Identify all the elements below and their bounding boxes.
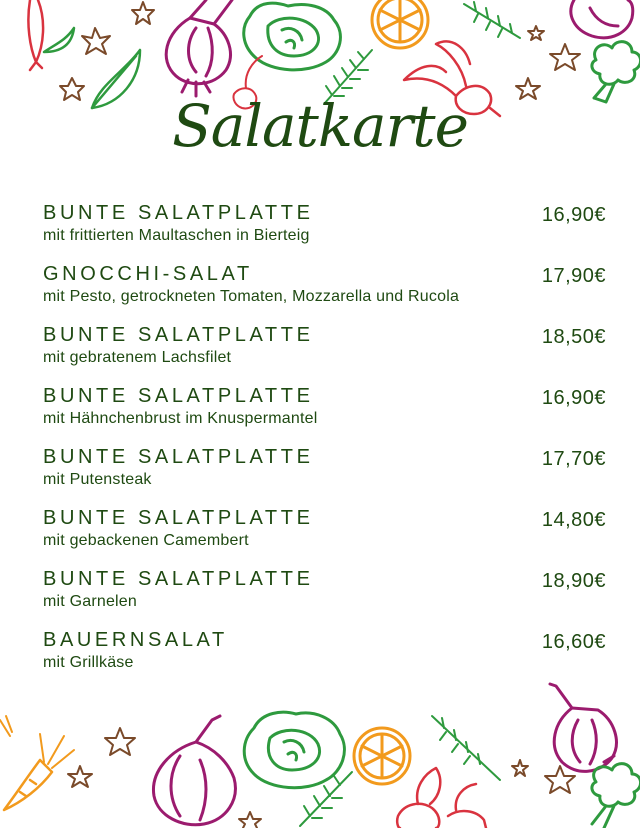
item-name: BUNTE SALATPLATTE xyxy=(43,446,314,468)
item-name: BUNTE SALATPLATTE xyxy=(43,202,314,224)
broccoli-icon xyxy=(592,764,640,828)
lettuce-icon xyxy=(244,3,341,70)
menu-item xyxy=(43,507,608,568)
item-name: BUNTE SALATPLATTE xyxy=(43,507,314,529)
item-description: mit Putensteak xyxy=(43,471,152,488)
onion-icon xyxy=(166,0,232,96)
menu-list xyxy=(43,202,608,690)
menu-item xyxy=(43,385,608,446)
item-price: 16,60€ xyxy=(541,631,606,653)
item-price: 17,70€ xyxy=(541,448,606,470)
onion-icon xyxy=(153,716,235,825)
lettuce-icon xyxy=(244,712,344,787)
item-name: BUNTE SALATPLATTE xyxy=(43,385,314,407)
item-name: GNOCCHI-SALAT xyxy=(43,263,253,285)
menu-item xyxy=(43,324,608,385)
item-description: mit gebackenen Camembert xyxy=(43,532,249,549)
item-price: 18,90€ xyxy=(541,570,606,592)
item-price: 16,90€ xyxy=(541,204,606,226)
item-description: mit gebratenem Lachsfilet xyxy=(43,349,232,366)
orange-slice-icon xyxy=(372,0,428,48)
item-description: mit Garnelen xyxy=(43,593,137,610)
item-description: mit Hähnchenbrust im Knuspermantel xyxy=(43,410,318,427)
menu-title: Salatkarte xyxy=(172,92,468,160)
item-name: BUNTE SALATPLATTE xyxy=(43,324,314,346)
item-name: BUNTE SALATPLATTE xyxy=(43,568,314,590)
item-description: mit Grillkäse xyxy=(43,654,134,671)
onion-icon xyxy=(571,0,633,38)
orange-slice-icon xyxy=(354,728,410,784)
carrot-leaf-icon xyxy=(0,716,74,768)
chili-icon xyxy=(28,0,43,70)
item-name: BAUERNSALAT xyxy=(43,629,228,651)
menu-item xyxy=(43,263,608,324)
item-price: 18,50€ xyxy=(541,326,606,348)
menu-item xyxy=(43,202,608,263)
menu-item xyxy=(43,568,608,629)
item-price: 17,90€ xyxy=(541,265,606,287)
menu-item xyxy=(43,446,608,507)
radish-icon xyxy=(397,768,486,828)
item-price: 16,90€ xyxy=(541,387,606,409)
bottom-vegetable-decoration xyxy=(0,676,640,828)
item-price: 14,80€ xyxy=(541,509,606,531)
carrot-icon xyxy=(4,760,52,810)
onion-icon xyxy=(550,684,616,771)
item-description: mit frittierten Maultaschen in Bierteig xyxy=(43,227,310,244)
item-description: mit Pesto, getrockneten Tomaten, Mozzarella und Rucola xyxy=(43,288,460,305)
